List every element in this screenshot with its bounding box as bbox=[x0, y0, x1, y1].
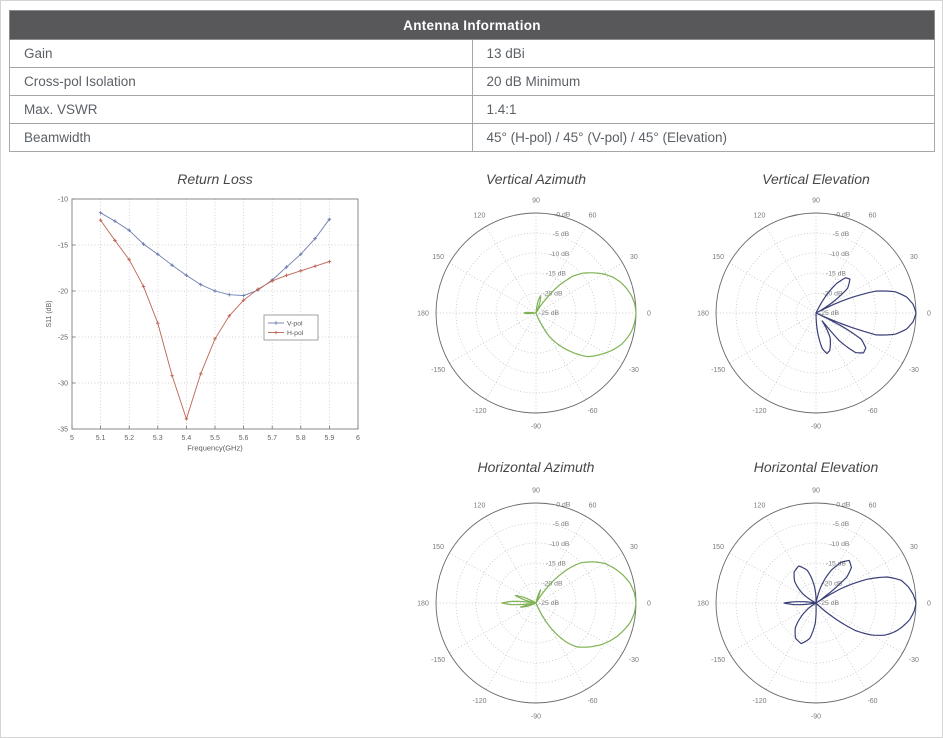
svg-text:150: 150 bbox=[712, 253, 724, 261]
polar-plot-svg bbox=[406, 473, 666, 733]
svg-text:0: 0 bbox=[927, 600, 931, 608]
svg-text:150: 150 bbox=[432, 543, 444, 551]
svg-text:5: 5 bbox=[70, 435, 74, 442]
chart-title-horizontal-elevation: Horizontal Elevation bbox=[753, 459, 879, 475]
horizontal-elevation-chart bbox=[686, 473, 943, 733]
svg-text:-60: -60 bbox=[867, 408, 878, 416]
svg-text:-20 dB: -20 dB bbox=[822, 290, 843, 298]
spec-label-gain: Gain bbox=[10, 40, 473, 68]
svg-text:-120: -120 bbox=[752, 408, 767, 416]
polar-plot-svg bbox=[686, 183, 943, 443]
svg-text:-120: -120 bbox=[752, 698, 767, 706]
svg-text:30: 30 bbox=[909, 543, 918, 551]
svg-text:5.3: 5.3 bbox=[152, 435, 163, 442]
svg-text:5.6: 5.6 bbox=[238, 435, 249, 442]
svg-text:0 dB: 0 dB bbox=[556, 211, 571, 219]
svg-text:-25 dB: -25 dB bbox=[539, 310, 560, 317]
svg-text:30: 30 bbox=[629, 253, 638, 261]
svg-text:-30: -30 bbox=[908, 366, 919, 374]
svg-text:0: 0 bbox=[647, 600, 651, 608]
table-header-row bbox=[10, 11, 935, 40]
spec-label-vswr: Max. VSWR bbox=[10, 96, 473, 124]
svg-text:30: 30 bbox=[629, 543, 638, 551]
return-loss-chart bbox=[41, 193, 371, 455]
svg-text:-5 dB: -5 dB bbox=[832, 521, 850, 529]
table-title: Antenna Information bbox=[10, 11, 935, 40]
svg-text:0: 0 bbox=[927, 310, 931, 318]
spec-value-gain: 13 dBi bbox=[472, 40, 935, 68]
svg-text:0 dB: 0 dB bbox=[836, 501, 851, 509]
svg-text:-30: -30 bbox=[628, 366, 639, 374]
vertical-azimuth-chart bbox=[406, 183, 666, 443]
svg-text:-10 dB: -10 dB bbox=[829, 540, 850, 548]
svg-text:5.9: 5.9 bbox=[324, 435, 335, 442]
svg-text:Frequency(GHz): Frequency(GHz) bbox=[187, 443, 243, 453]
table-row bbox=[10, 68, 935, 96]
svg-text:180: 180 bbox=[697, 310, 709, 318]
table-row bbox=[10, 40, 935, 68]
svg-text:-20: -20 bbox=[57, 288, 68, 296]
svg-text:60: 60 bbox=[588, 212, 597, 220]
antenna-info-table bbox=[9, 10, 935, 152]
polar-plot-svg bbox=[686, 473, 943, 733]
svg-text:90: 90 bbox=[812, 487, 820, 495]
chart-title-horizontal-azimuth: Horizontal Azimuth bbox=[477, 459, 595, 475]
svg-text:-15: -15 bbox=[57, 242, 68, 250]
svg-text:-15 dB: -15 dB bbox=[545, 270, 566, 278]
vertical-elevation-chart bbox=[686, 183, 943, 443]
polar-plot-svg bbox=[406, 183, 666, 443]
svg-text:-10 dB: -10 dB bbox=[549, 540, 570, 548]
svg-text:150: 150 bbox=[712, 543, 724, 551]
spec-value-vswr: 1.4:1 bbox=[472, 96, 935, 124]
svg-text:150: 150 bbox=[432, 253, 444, 261]
svg-text:-120: -120 bbox=[472, 408, 487, 416]
svg-text:-90: -90 bbox=[810, 713, 822, 721]
spec-value-beamwidth: 45° (H-pol) / 45° (V-pol) / 45° (Elevation) bbox=[472, 124, 935, 152]
svg-text:0 dB: 0 dB bbox=[836, 211, 851, 219]
table-row bbox=[10, 96, 935, 124]
svg-text:180: 180 bbox=[417, 600, 429, 608]
svg-text:90: 90 bbox=[532, 197, 540, 205]
svg-text:-20 dB: -20 dB bbox=[542, 580, 563, 588]
spec-label-beamwidth: Beamwidth bbox=[10, 124, 473, 152]
svg-text:90: 90 bbox=[532, 487, 540, 495]
chart-title-vertical-azimuth: Vertical Azimuth bbox=[485, 171, 587, 187]
spec-label-cross-pol: Cross-pol Isolation bbox=[10, 68, 473, 96]
svg-text:-25 dB: -25 dB bbox=[819, 600, 840, 607]
svg-text:-15 dB: -15 dB bbox=[825, 270, 846, 278]
svg-text:60: 60 bbox=[868, 212, 877, 220]
svg-text:-25 dB: -25 dB bbox=[539, 600, 560, 607]
svg-text:-10 dB: -10 dB bbox=[549, 250, 570, 258]
svg-text:-25 dB: -25 dB bbox=[819, 310, 840, 317]
svg-text:-15 dB: -15 dB bbox=[545, 560, 566, 568]
svg-text:V-pol: V-pol bbox=[287, 320, 303, 328]
svg-text:-20 dB: -20 dB bbox=[542, 290, 563, 298]
svg-text:120: 120 bbox=[473, 502, 486, 510]
svg-text:-25: -25 bbox=[57, 334, 68, 342]
svg-text:-30: -30 bbox=[628, 656, 639, 664]
svg-text:5.8: 5.8 bbox=[295, 435, 306, 442]
svg-text:0: 0 bbox=[647, 310, 651, 318]
svg-text:5.2: 5.2 bbox=[124, 435, 135, 442]
svg-text:-35: -35 bbox=[57, 426, 68, 434]
table-row bbox=[10, 124, 935, 152]
svg-text:-5 dB: -5 dB bbox=[832, 231, 850, 239]
svg-text:-150: -150 bbox=[711, 366, 726, 374]
svg-text:0 dB: 0 dB bbox=[556, 501, 571, 509]
line-plot-svg bbox=[41, 193, 371, 455]
svg-text:5.5: 5.5 bbox=[210, 435, 220, 442]
svg-text:6: 6 bbox=[356, 435, 360, 442]
svg-text:-90: -90 bbox=[810, 423, 822, 431]
horizontal-azimuth-chart bbox=[406, 473, 666, 733]
svg-text:120: 120 bbox=[473, 212, 486, 220]
svg-text:30: 30 bbox=[909, 253, 918, 261]
svg-text:-5 dB: -5 dB bbox=[552, 231, 570, 239]
svg-text:-150: -150 bbox=[711, 656, 726, 664]
svg-text:-10 dB: -10 dB bbox=[829, 250, 850, 258]
svg-text:60: 60 bbox=[868, 502, 877, 510]
svg-text:120: 120 bbox=[753, 212, 766, 220]
svg-text:180: 180 bbox=[697, 600, 709, 608]
svg-text:-60: -60 bbox=[867, 698, 878, 706]
svg-text:S11 (dB): S11 (dB) bbox=[46, 300, 53, 328]
chart-title-return-loss: Return Loss bbox=[177, 171, 253, 187]
svg-text:-20 dB: -20 dB bbox=[822, 580, 843, 588]
svg-text:-120: -120 bbox=[472, 698, 487, 706]
svg-text:180: 180 bbox=[417, 310, 429, 318]
svg-text:-30: -30 bbox=[908, 656, 919, 664]
svg-text:-90: -90 bbox=[530, 713, 542, 721]
svg-text:-60: -60 bbox=[587, 408, 598, 416]
svg-text:5.7: 5.7 bbox=[267, 435, 278, 442]
svg-text:60: 60 bbox=[588, 502, 597, 510]
svg-text:120: 120 bbox=[753, 502, 766, 510]
svg-text:-15 dB: -15 dB bbox=[825, 560, 846, 568]
svg-text:-90: -90 bbox=[530, 423, 542, 431]
svg-text:-5 dB: -5 dB bbox=[552, 521, 570, 529]
svg-text:5.4: 5.4 bbox=[181, 435, 192, 442]
svg-text:-150: -150 bbox=[431, 366, 446, 374]
svg-text:5.1: 5.1 bbox=[95, 435, 106, 442]
svg-text:-10: -10 bbox=[57, 196, 68, 204]
svg-text:-150: -150 bbox=[431, 656, 446, 664]
spec-value-cross-pol: 20 dB Minimum bbox=[472, 68, 935, 96]
svg-text:-30: -30 bbox=[57, 380, 68, 388]
svg-text:H-pol: H-pol bbox=[287, 329, 304, 337]
chart-title-vertical-elevation: Vertical Elevation bbox=[762, 171, 870, 187]
svg-text:-60: -60 bbox=[587, 698, 598, 706]
svg-text:90: 90 bbox=[812, 197, 820, 205]
